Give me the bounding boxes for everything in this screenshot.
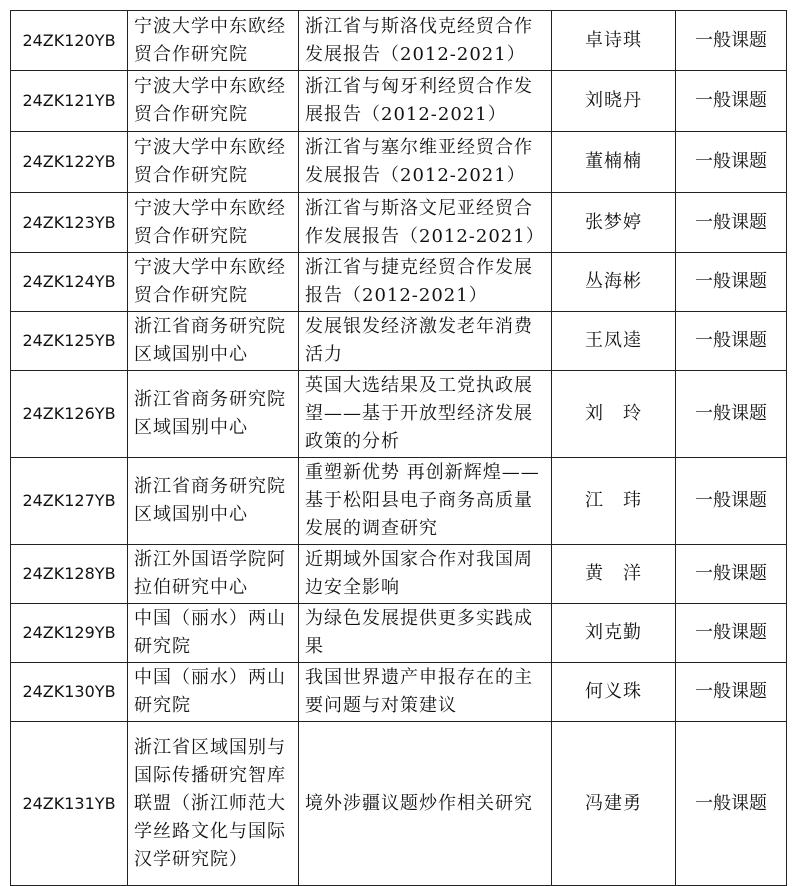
- project-code: 24ZK130YB: [11, 663, 128, 722]
- table-row: [11, 312, 787, 371]
- project-type: 一般课题: [676, 604, 787, 663]
- project-type: 一般课题: [676, 722, 787, 886]
- project-leader: 王凤逵: [552, 312, 676, 371]
- research-unit: 宁波大学中东欧经贸合作研究院: [128, 11, 299, 71]
- project-type: 一般课题: [676, 312, 787, 371]
- project-code: 24ZK124YB: [11, 253, 128, 312]
- project-list-table: [10, 10, 787, 886]
- project-code: 24ZK126YB: [11, 371, 128, 458]
- project-leader: 何义珠: [552, 663, 676, 722]
- project-code: 24ZK127YB: [11, 458, 128, 545]
- project-title: 境外涉疆议题炒作相关研究: [299, 722, 552, 886]
- table-row: [11, 193, 787, 253]
- project-leader: 卓诗琪: [552, 11, 676, 71]
- project-title: 重塑新优势 再创新辉煌——基于松阳县电子商务高质量发展的调查研究: [299, 458, 552, 545]
- project-type: 一般课题: [676, 11, 787, 71]
- project-type: 一般课题: [676, 545, 787, 604]
- project-title: 近期域外国家合作对我国周边安全影响: [299, 545, 552, 604]
- project-code: 24ZK131YB: [11, 722, 128, 886]
- project-code: 24ZK120YB: [11, 11, 128, 71]
- project-title: 浙江省与匈牙利经贸合作发展报告（2012-2021）: [299, 71, 552, 132]
- research-unit: 浙江外国语学院阿拉伯研究中心: [128, 545, 299, 604]
- project-type: 一般课题: [676, 663, 787, 722]
- project-leader: 董楠楠: [552, 132, 676, 193]
- project-code: 24ZK123YB: [11, 193, 128, 253]
- table-row: [11, 722, 787, 886]
- project-title: 浙江省与斯洛文尼亚经贸合作发展报告（2012-2021）: [299, 193, 552, 253]
- project-leader: 江 玮: [552, 458, 676, 545]
- research-unit: 浙江省商务研究院区域国别中心: [128, 371, 299, 458]
- project-type: 一般课题: [676, 253, 787, 312]
- table-row: [11, 604, 787, 663]
- table-row: [11, 71, 787, 132]
- project-title: 英国大选结果及工党执政展望——基于开放型经济发展政策的分析: [299, 371, 552, 458]
- project-leader: 冯建勇: [552, 722, 676, 886]
- research-unit: 宁波大学中东欧经贸合作研究院: [128, 132, 299, 193]
- research-unit: 浙江省商务研究院区域国别中心: [128, 458, 299, 545]
- project-title: 为绿色发展提供更多实践成果: [299, 604, 552, 663]
- table-row: [11, 663, 787, 722]
- table-row: [11, 132, 787, 193]
- project-type: 一般课题: [676, 132, 787, 193]
- project-leader: 刘 玲: [552, 371, 676, 458]
- research-unit: 浙江省商务研究院区域国别中心: [128, 312, 299, 371]
- project-title: 发展银发经济激发老年消费活力: [299, 312, 552, 371]
- project-title: 浙江省与塞尔维亚经贸合作发展报告（2012-2021）: [299, 132, 552, 193]
- research-unit: 宁波大学中东欧经贸合作研究院: [128, 253, 299, 312]
- project-leader: 刘克勤: [552, 604, 676, 663]
- research-unit: 浙江省区域国别与国际传播研究智库联盟（浙江师范大学丝路文化与国际汉学研究院）: [128, 722, 299, 886]
- project-type: 一般课题: [676, 371, 787, 458]
- research-unit: 宁波大学中东欧经贸合作研究院: [128, 71, 299, 132]
- project-title: 浙江省与斯洛伐克经贸合作发展报告（2012-2021）: [299, 11, 552, 71]
- table-row: [11, 253, 787, 312]
- project-type: 一般课题: [676, 193, 787, 253]
- project-code: 24ZK128YB: [11, 545, 128, 604]
- project-code: 24ZK129YB: [11, 604, 128, 663]
- table-row: [11, 11, 787, 71]
- table-row: [11, 371, 787, 458]
- project-code: 24ZK125YB: [11, 312, 128, 371]
- project-type: 一般课题: [676, 71, 787, 132]
- project-leader: 丛海彬: [552, 253, 676, 312]
- research-unit: 中国（丽水）两山研究院: [128, 604, 299, 663]
- table-row: [11, 458, 787, 545]
- project-title: 浙江省与捷克经贸合作发展报告（2012-2021）: [299, 253, 552, 312]
- research-unit: 中国（丽水）两山研究院: [128, 663, 299, 722]
- research-unit: 宁波大学中东欧经贸合作研究院: [128, 193, 299, 253]
- project-code: 24ZK122YB: [11, 132, 128, 193]
- project-leader: 刘晓丹: [552, 71, 676, 132]
- project-title: 我国世界遗产申报存在的主要问题与对策建议: [299, 663, 552, 722]
- project-list-body: [11, 11, 787, 886]
- table-row: [11, 545, 787, 604]
- project-code: 24ZK121YB: [11, 71, 128, 132]
- project-type: 一般课题: [676, 458, 787, 545]
- project-leader: 张梦婷: [552, 193, 676, 253]
- project-leader: 黄 洋: [552, 545, 676, 604]
